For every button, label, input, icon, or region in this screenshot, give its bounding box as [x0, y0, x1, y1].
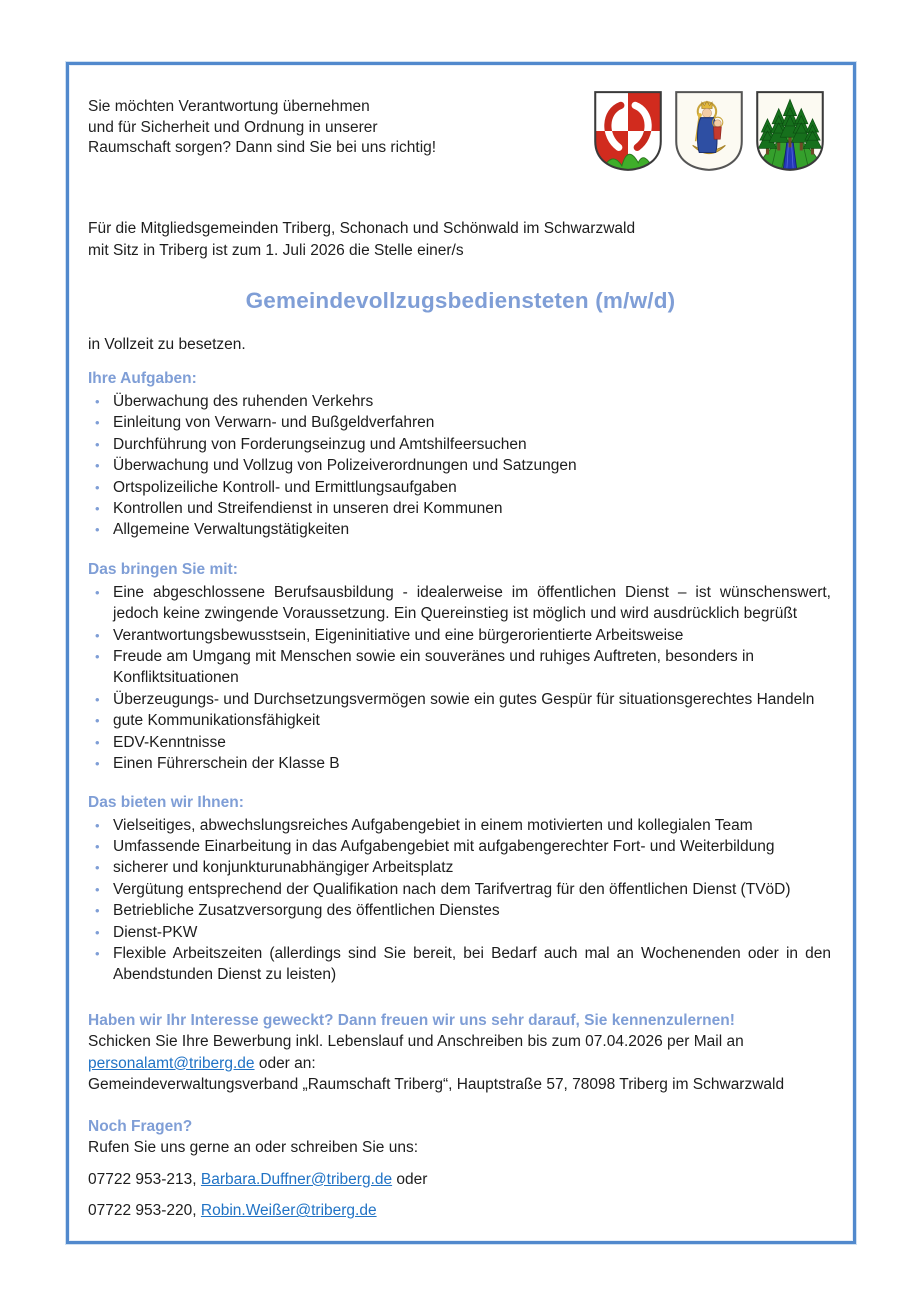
application-email-link[interactable]: personalamt@triberg.de: [88, 1054, 255, 1072]
questions-block: [88, 1116, 833, 1159]
bullet-icon: •: [95, 756, 100, 772]
bullet-icon: •: [95, 860, 100, 876]
bullet-text: gute Kommunikationsfähigkeit: [113, 712, 320, 730]
questions-heading: Noch Fragen?: [88, 1117, 193, 1135]
intro-text: [88, 97, 436, 159]
bullet-text: Einleitung von Verwarn- und Bußgeldverfahren: [113, 414, 435, 432]
bullet-icon: •: [95, 415, 100, 431]
bullet-text: Überwachung und Vollzug von Polizeiverordnungen und Satzungen: [113, 457, 577, 475]
list-item: [88, 857, 833, 878]
phone-number: 07722 953-220,: [88, 1202, 201, 1220]
list-item: [88, 477, 833, 498]
bullet-list: [88, 815, 833, 986]
list-item: [88, 943, 833, 986]
section-profil: [88, 559, 833, 775]
postal-line: Gemeindeverwaltungsverband „Raumschaft Triberg“, Hauptstraße 57, 78098 Triberg im Schwarzwald: [88, 1076, 785, 1094]
bullet-icon: •: [95, 479, 100, 495]
contact-line-1: [88, 1169, 833, 1191]
bullet-text: Überwachung des ruhenden Verkehrs: [113, 393, 374, 410]
email-suffix: oder an:: [254, 1054, 316, 1072]
section-title: Ihre Aufgaben:: [88, 370, 197, 387]
contact2-email-link[interactable]: Robin.Weißer@triberg.de: [200, 1202, 377, 1220]
bullet-text: Ortspolizeiliche Kontroll- und Ermittlungsaufgaben: [113, 478, 457, 496]
bullet-icon: •: [95, 522, 100, 538]
bullet-icon: •: [95, 691, 100, 707]
bullet-icon: •: [95, 903, 100, 919]
list-item: [88, 434, 833, 455]
questions-line: Rufen Sie uns gerne an oder schreiben Sie uns:: [88, 1139, 419, 1157]
bullet-text: Durchführung von Forderungseinzug und Amtshilfeersuchen: [113, 435, 527, 453]
intro-line: Sie möchten Verantwortung übernehmen: [88, 98, 370, 115]
bullet-icon: •: [95, 838, 100, 854]
list-item: [88, 689, 833, 710]
list-item: [88, 412, 833, 433]
bullet-icon: •: [95, 881, 100, 897]
schonach-crest-icon: [672, 88, 746, 174]
bullet-icon: •: [95, 627, 100, 643]
bullet-list: [88, 391, 833, 541]
bullet-text: Eine abgeschlossene Berufsausbildung - idealerweise im öffentlichen Dienst – ist wünschenswert, jedoch keine zwingende Voraussetzung. Ein Quereinstieg ist möglich und wird ausdrücklich begrüßt: [113, 583, 831, 623]
bullet-text: Überzeugungs- und Durchsetzungsvermögen sowie ein gutes Gespür für situationsgerechtes Handeln: [113, 690, 815, 708]
bullet-icon: •: [95, 584, 100, 600]
bullet-text: Betriebliche Zusatzversorgung des öffentlichen Dienstes: [113, 902, 500, 920]
list-item: [88, 879, 833, 900]
bullet-text: Umfassende Einarbeitung in das Aufgabengebiet mit aufgabengerechter Fort- und Weiterbildung: [113, 837, 775, 855]
phone-number: 07722 953-213,: [88, 1170, 201, 1188]
list-item: [88, 732, 833, 753]
interest-heading: Haben wir Ihr Interesse geweckt? Dann freuen wir uns sehr darauf, Sie kennenzulernen!: [88, 1011, 735, 1029]
opening-line: Für die Mitgliedsgemeinden Triberg, Schonach und Schönwald im Schwarzwald: [88, 220, 636, 237]
fulltime-note: in Vollzeit zu besetzen.: [88, 336, 246, 353]
opening-paragraph: [88, 218, 833, 261]
application-block: [88, 1010, 833, 1096]
bullet-text: EDV-Kenntnisse: [113, 733, 226, 751]
list-item: [88, 646, 833, 689]
intro-line: Raumschaft sorgen? Dann sind Sie bei uns richtig!: [88, 139, 437, 156]
contact-line-2: [88, 1200, 833, 1222]
bullet-icon: •: [95, 713, 100, 729]
email-line: [88, 1053, 833, 1075]
triberg-crest-icon: [591, 88, 665, 174]
section-title: Das bieten wir Ihnen:: [88, 793, 244, 811]
opening-line: mit Sitz in Triberg ist zum 1. Juli 2026 die Stelle einer/s: [88, 241, 464, 259]
bullet-text: Allgemeine Verwaltungstätigkeiten: [113, 521, 350, 539]
bullet-icon: •: [95, 394, 100, 409]
list-item: [88, 391, 833, 412]
section-aufgaben: [88, 368, 833, 541]
bullet-icon: •: [95, 458, 100, 474]
bullet-text: Einen Führerschein der Klasse B: [113, 755, 340, 773]
list-item: [88, 900, 833, 921]
list-item: [88, 455, 833, 476]
list-item: [88, 625, 833, 646]
bullet-icon: •: [95, 924, 100, 940]
bullet-icon: •: [95, 649, 100, 665]
bullet-icon: •: [95, 501, 100, 517]
list-item: [88, 710, 833, 731]
bullet-text: Dienst-PKW: [113, 923, 198, 941]
bullet-text: sicherer und konjunkturunabhängiger Arbeitsplatz: [113, 859, 454, 877]
list-item: [88, 753, 833, 774]
application-line: Schicken Sie Ihre Bewerbung inkl. Lebenslauf und Anschreiben bis zum 07.04.2026 per Mail an: [88, 1033, 744, 1051]
list-item: [88, 582, 833, 625]
list-item: [88, 519, 833, 540]
list-item: [88, 836, 833, 857]
list-item: [88, 498, 833, 519]
bullet-icon: •: [95, 945, 100, 961]
bullet-text: Freude am Umgang mit Menschen sowie ein souveränes und ruhiges Auftreten, besonders in Konfliktsituationen: [113, 648, 755, 687]
list-item: [88, 815, 833, 836]
bullet-text: Vergütung entsprechend der Qualifikation nach dem Tarifvertrag für den öffentlichen Dienst (TVöD): [113, 880, 791, 898]
contact1-suffix: oder: [392, 1170, 428, 1188]
section-title: Das bringen Sie mit:: [88, 560, 238, 578]
bullet-text: Vielseitiges, abwechslungsreiches Aufgabengebiet in einem motivierten und kollegialen Team: [113, 816, 753, 834]
job-title: Gemeindevollzugsbediensteten (m/w/d): [245, 288, 676, 313]
bullet-text: Verantwortungsbewusstsein, Eigeninitiative und eine bürgerorientierte Arbeitsweise: [113, 626, 684, 644]
bullet-icon: •: [95, 817, 100, 833]
bullet-list: [88, 582, 833, 775]
bullet-text: Kontrollen und Streifendienst in unseren drei Kommunen: [113, 500, 503, 518]
intro-line: und für Sicherheit und Ordnung in unserer: [88, 118, 378, 136]
schoenwald-crest-icon: [753, 88, 827, 174]
section-angebot: [88, 792, 833, 986]
bullet-icon: •: [95, 436, 100, 452]
header: [88, 97, 833, 174]
bullet-icon: •: [95, 734, 100, 750]
coat-of-arms-group: [591, 88, 827, 174]
list-item: [88, 922, 833, 943]
bullet-text: Flexible Arbeitszeiten (allerdings sind Sie bereit, bei Bedarf auch mal an Wochenenden oder in den Abendstunden Dienst zu leisten): [113, 944, 831, 984]
contact1-email-link[interactable]: Barbara.Duffner@triberg.de: [200, 1170, 393, 1188]
job-posting-page: [66, 62, 856, 1244]
